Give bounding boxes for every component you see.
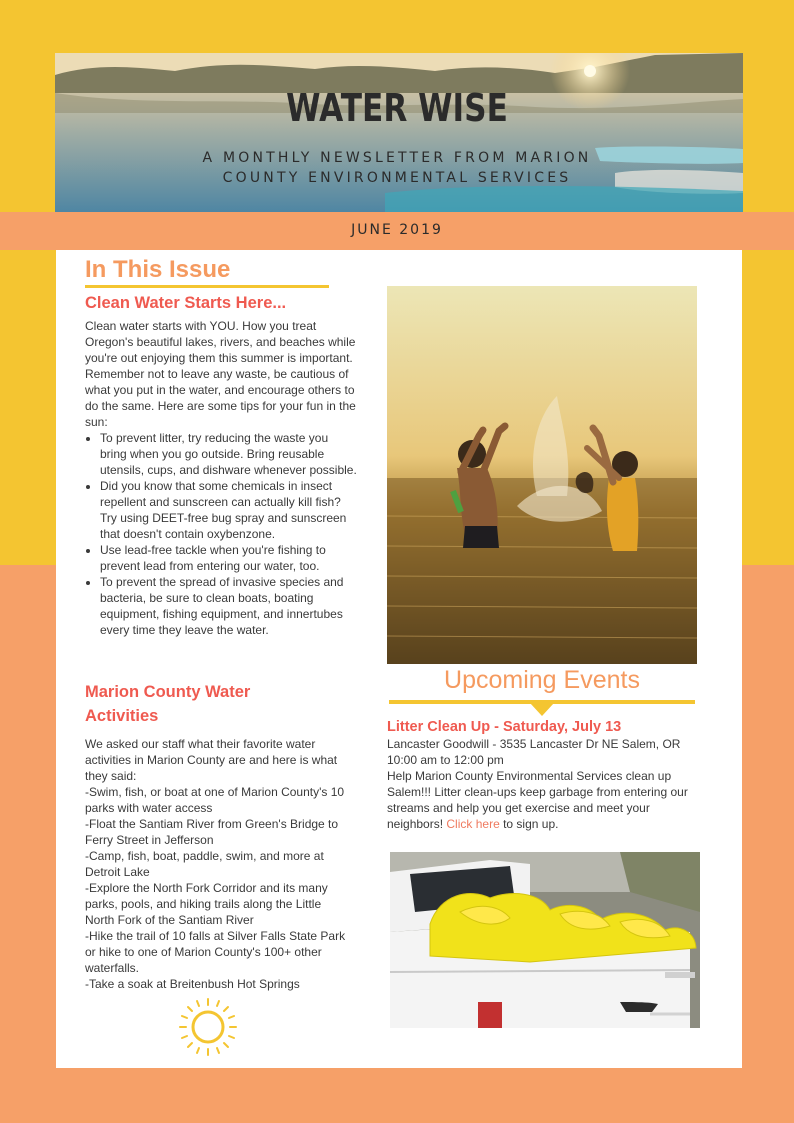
event-details <box>387 736 699 832</box>
activity-item: -Explore the North Fork Corridor and its many parks, pools, and hiking trails along the Little North Fork of the Santiam River <box>85 881 328 927</box>
hero-image <box>55 53 743 212</box>
issue-date: JUNE 2019 <box>351 222 443 238</box>
activities-intro: We asked our staff what their favorite water activities in Marion County are and here is what they said: <box>85 737 338 783</box>
lake-sunset-illustration <box>55 53 743 212</box>
event-description-text: Help Marion County Environmental Services clean up Salem!!! Litter clean-ups keep garbage from entering our streams and help you get exercise and meet your neighbors! <box>387 769 688 831</box>
in-this-issue-heading: In This Issue <box>85 256 231 283</box>
tip-item: • To prevent the spread of invasive species and bacteria, be sure to clean boats, boating equipment, fishing equipment, and innertubes every time they leave the water. <box>100 574 357 638</box>
sun-icon <box>179 997 239 1057</box>
truck-litter-bags-illustration <box>390 852 700 1028</box>
tip-item: • Did you know that some chemicals in insect repellent and sunscreen can actually kill fish? Try using DEET-free bug spray and sunscreen that doesn't contain oxybenzone. <box>100 478 357 542</box>
activity-item: -Camp, fish, boat, paddle, swim, and more at Detroit Lake <box>85 849 324 879</box>
tip-item: • Use lead-free tackle when you're fishing to prevent lead from entering our water, too. <box>100 542 357 574</box>
newsletter-title: WATER WISE <box>286 86 508 130</box>
kids-splashing-illustration <box>387 286 697 664</box>
clean-water-intro: Clean water starts with YOU. How you treat Oregon's beautiful lakes, rivers, and beaches while you're out enjoying them this summer is important. Remember not to leave any waste, be cautious of what you put in the water, and encourage others to do the same. Here are some tips for your fun in the sun: <box>85 319 356 429</box>
activity-item: -Take a soak at Breitenbush Hot Springs <box>85 977 300 991</box>
truck-litter-bags-photo <box>390 852 700 1028</box>
events-caret <box>530 703 554 716</box>
activity-item: -Float the Santiam River from Green's Bridge to Ferry Street in Jefferson <box>85 817 339 847</box>
water-activities-heading: Marion County Water Activities <box>85 683 251 725</box>
heading-underline <box>85 285 329 288</box>
tips-list <box>85 430 357 638</box>
event-time: 10:00 am to 12:00 pm <box>387 753 504 767</box>
event-location: Lancaster Goodwill - 3535 Lancaster Dr NE Salem, OR <box>387 737 681 751</box>
clean-water-article <box>85 318 357 638</box>
kids-splashing-photo <box>387 286 697 664</box>
activity-item: -Swim, fish, or boat at one of Marion County's 10 parks with water access <box>85 785 345 815</box>
tip-item: • To prevent litter, try reducing the waste you bring when you go outside. Bring reusable utensils, cups, and dishware whenever possible. <box>100 430 357 478</box>
sign-up-suffix: to sign up. <box>503 817 559 831</box>
event-title: Litter Clean Up - Saturday, July 13 <box>387 719 622 735</box>
clean-water-heading: Clean Water Starts Here... <box>85 294 287 312</box>
sign-up-link[interactable]: Click here <box>446 817 500 831</box>
water-activities-article <box>85 736 353 992</box>
activity-item: -Hike the trail of 10 falls at Silver Falls State Park or hike to one of Marion County's 100+ other waterfalls. <box>85 929 346 975</box>
newsletter-subtitle: A MONTHLY NEWSLETTER FROM MARION COUNTY ENVIRONMENTAL SERVICES <box>202 150 592 186</box>
upcoming-events-heading: Upcoming Events <box>444 666 640 694</box>
event-description <box>387 768 699 832</box>
